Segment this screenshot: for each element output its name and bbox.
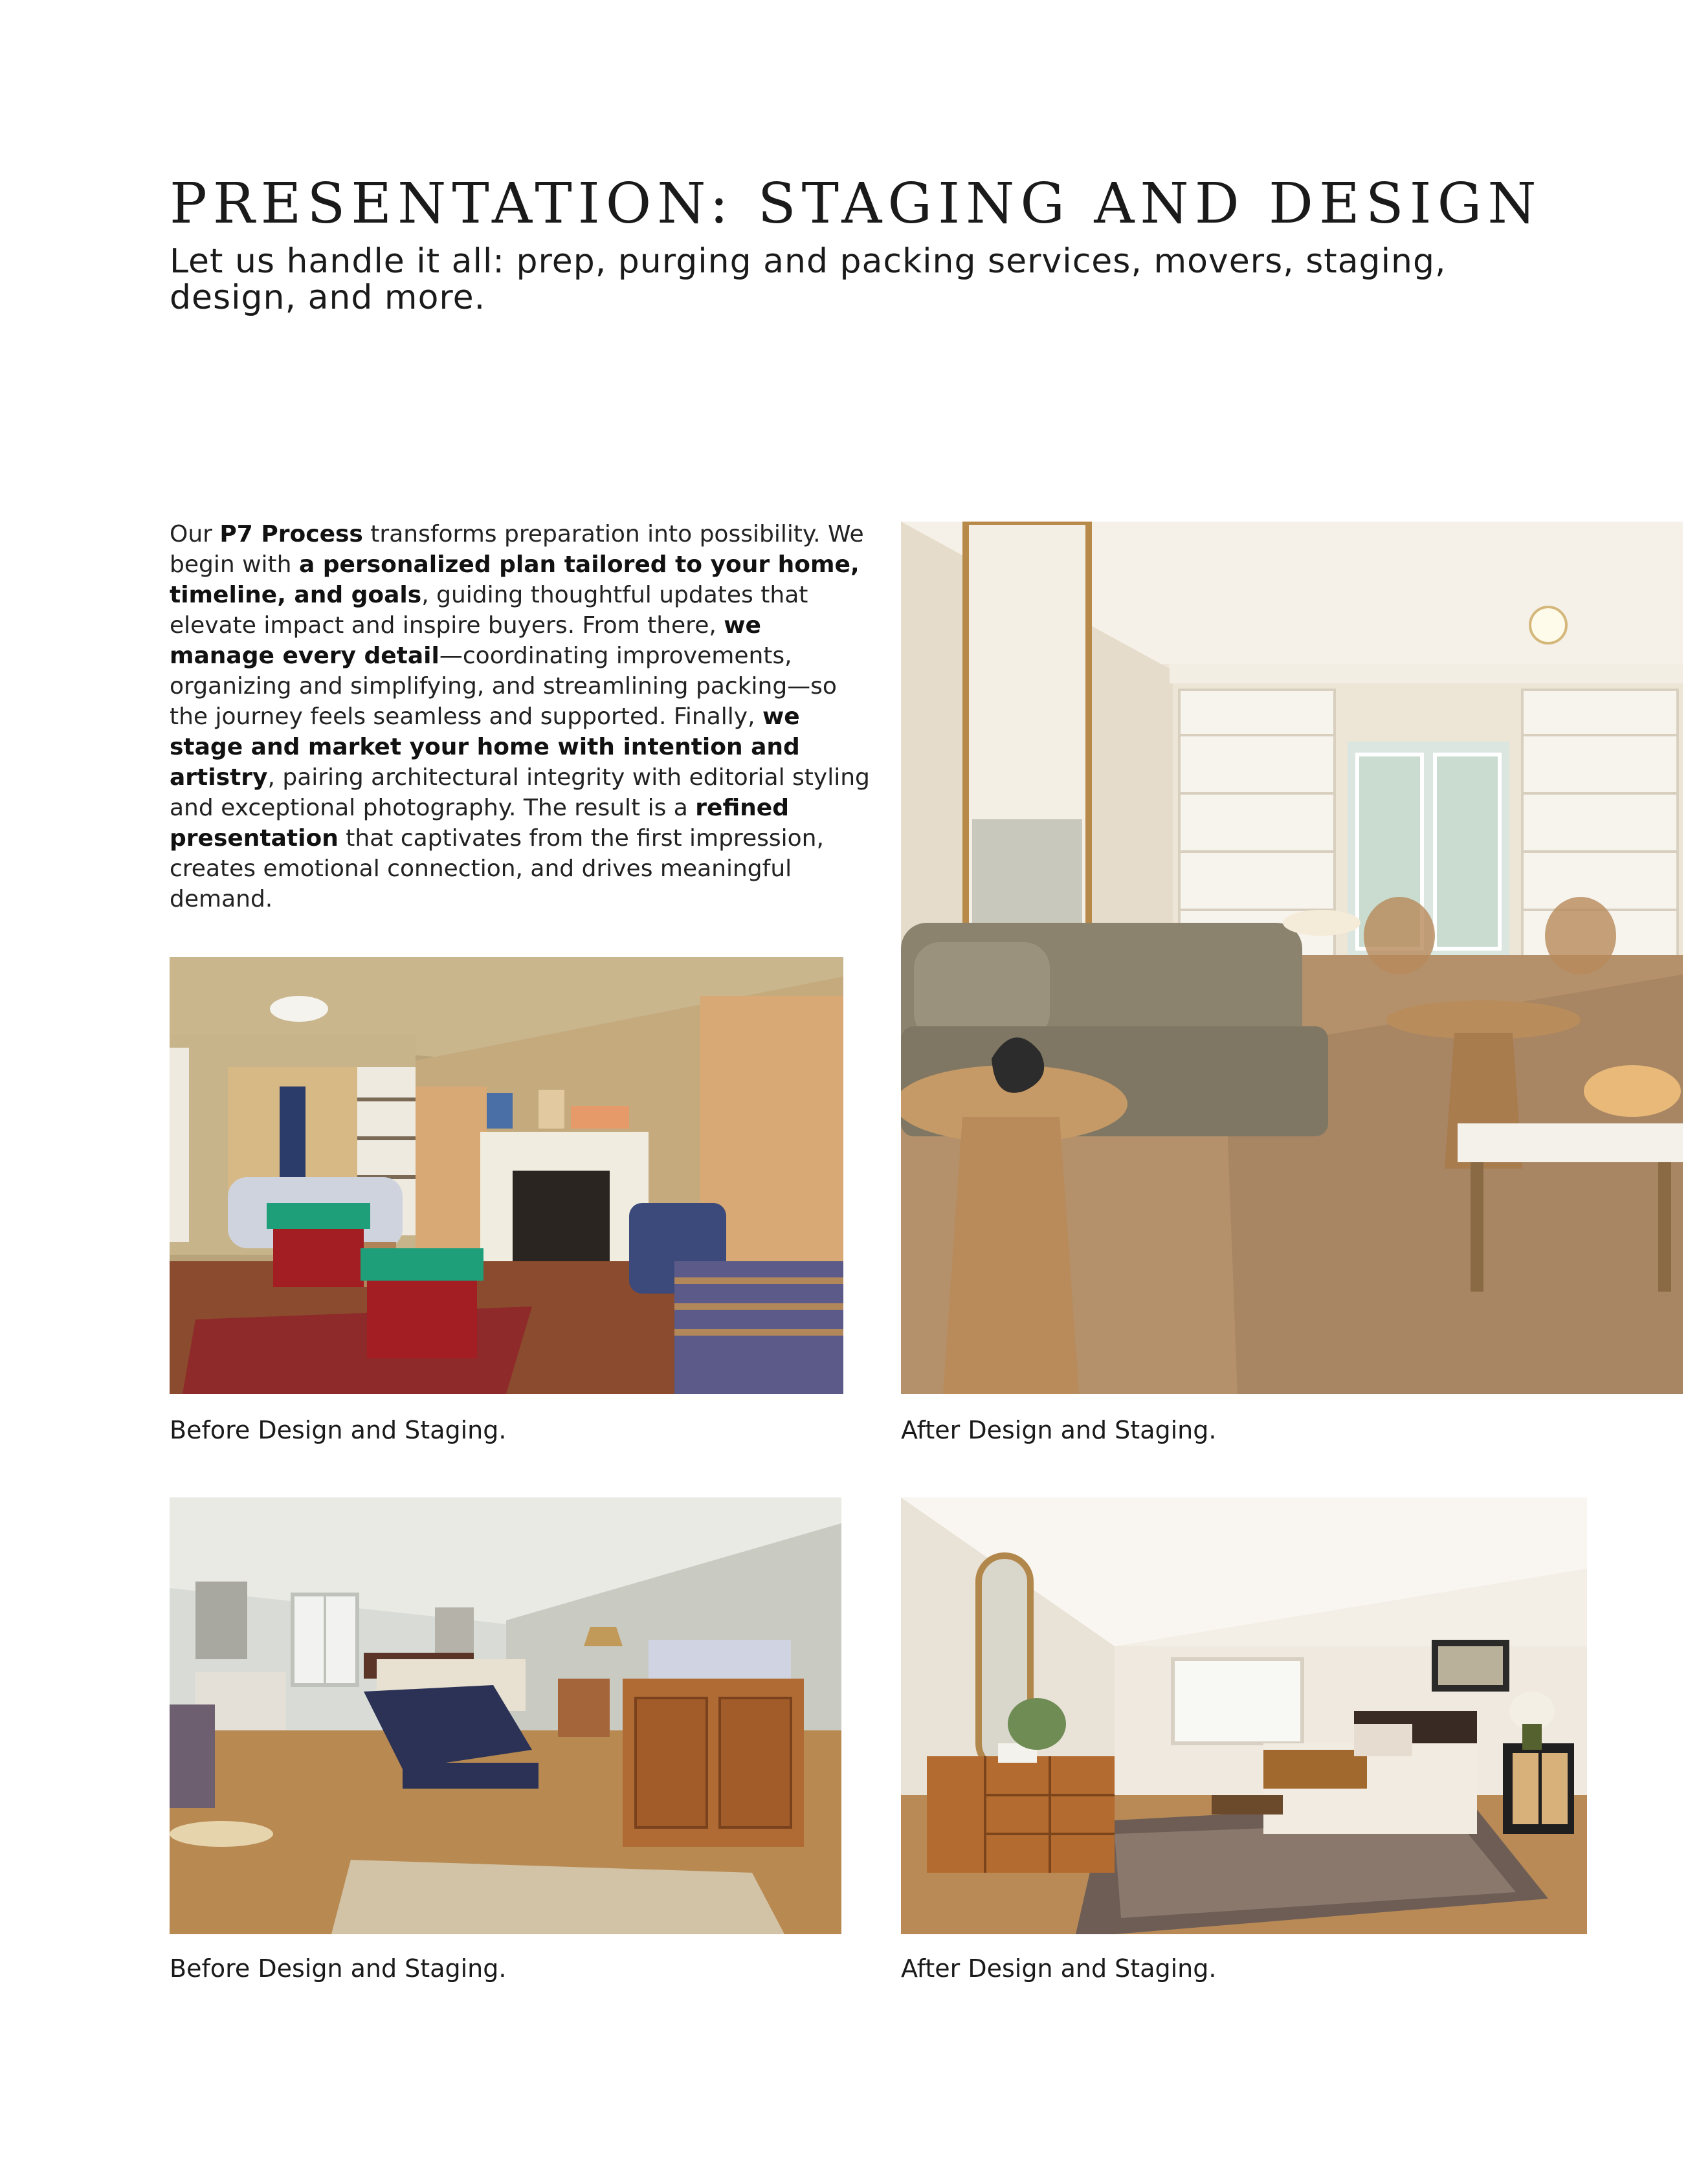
page-title: PRESENTATION: STAGING AND DESIGN <box>170 171 1542 236</box>
caption-before-bedroom: Before Design and Staging. <box>170 1954 507 1983</box>
intro-paragraph: Our P7 Process transforms preparation into possibility. We begin with a personalized plan tailored to your home, timeline, and goals, guiding thoughtful updates that elevate impact and inspire buyers. From there, we manage every detail—coordinating improvements, organizing and simplifying, and streamlining packing—so the journey feels seamless and supported. Finally, we stage and market your home with intention and artistry, pairing architectural integrity with editorial styling and exceptional photography. The result is a refined presentation that captivates from the first impression, creates emotional connection, and drives meaningful demand. <box>170 521 870 912</box>
after-living-room-photo <box>901 522 1683 1394</box>
before-bedroom-photo <box>170 1497 841 1934</box>
after-bedroom-photo <box>901 1497 1587 1934</box>
caption-after-living: After Design and Staging. <box>901 1416 1217 1444</box>
page-subtitle: Let us handle it all: prep, purging and packing services, movers, staging, design, and more. <box>170 242 1447 317</box>
before-living-room-photo <box>170 957 843 1394</box>
caption-after-bedroom: After Design and Staging. <box>901 1954 1217 1983</box>
caption-before-living: Before Design and Staging. <box>170 1416 507 1444</box>
